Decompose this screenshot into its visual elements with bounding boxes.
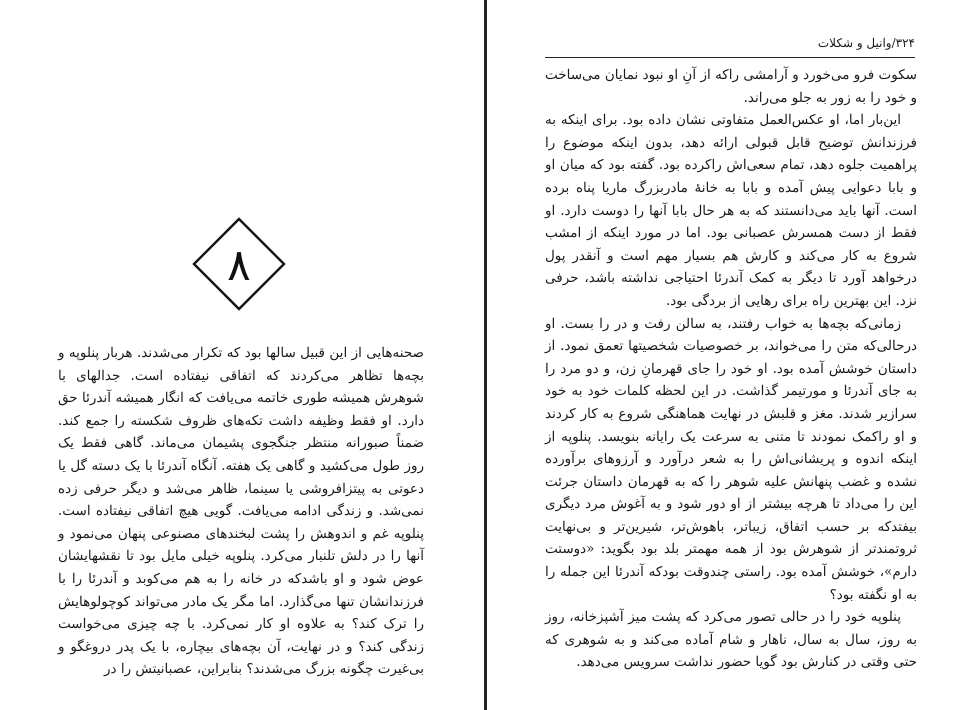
paragraph: پنلوپه خود را در حالی تصور می‌کرد که پشت میز آشپزخانه، روز به روز، سال به سال، ناهار و شام آماده می‌کند و به شوهری که حتی وقتی در کنارش بود گویا حضور نداشت سرویس می‌دهد. — [545, 609, 917, 671]
chapter-number: ۸ — [227, 240, 251, 291]
running-head: ۳۲۴/وانیل و شکلات — [817, 36, 915, 50]
left-page — [0, 0, 484, 710]
paragraph: زمانی‌که بچه‌ها به خواب رفتند، به سالن رفت و در را بست. او درحالی‌که متن را می‌خواند، بر خصوصیات شخصیتها تعمق نمود. از داستان خوشش آمده بود. او خود را جای قهرمانِ زن، و دو مرد را به جای آندرئا و مورتیمر گذاشت. در این لحظه کلمات خود به خود سرازیر شدند. مغز و قلبش در نهایت هماهنگی شروع به کار کردند و او راکمک نمودند تا متنی به سرعت یک رایانه بنویسد. پنلوپه از اینکه اندوه و پریشانی‌اش را به شعر درآورد و آرزوهای برآورده نشده و غضب پنهانش علیه شوهر را که به قهرمان داستان جرئت این را می‌داد تا هرچه بیشتر از او دور شود و به آغوش مرد دیگری بیفتدکه بر حسب اتفاق، زیباتر، باهوش‌تر، شیرین‌تر و بی‌نهایت ثروتمندتر از شوهرش بود از همه مهمتر بلد بود بگوید: «دوستت دارم»، خوشش آمده بود. راستی چندوقت بودکه آندرئا این جمله را به او نگفته بود؟ — [545, 315, 917, 603]
header-rule — [545, 57, 915, 58]
paragraph: صحنه‌هایی از این قبیل سالها بود که تکرار می‌شدند. هربار پنلوپه و بچه‌ها تظاهر می‌کردند که اتفاقی نیفتاده است. جدالهای با شوهرش همیشه طوری خاتمه می‌یافت که انگار همیشه آندرئا حق دارد. او فقط وظیفه داشت تکه‌های ظروف شکسته را جمع کند. ضمناً صبورانه منتظر جنگجوی پشیمان می‌ماند. گاهی فقط یک روز طول می‌کشید و گاهی یک هفته. آنگاه آندرئا با یک دسته گل یا دعوتی به پیتزافروشی یا سینما، ظاهر می‌شد و دیگر حرفی زده نمی‌شد. و زندگی ادامه می‌یافت. گویی هیچ اتفاقی نیفتاده است. پنلوپه غم و اندوهش را پشت لبخندهای مصنوعی پنهان می‌نمود و آنها را در دلش تلنبار می‌کرد. پنلوپه خیلی مایل بود تا نقشهایشان عوض شود و او باشدکه در خانه را به هم می‌کوبد و آندرئا را با فرزندانشان تنها می‌گذارد. اما مگر یک مادر می‌تواند کوچولوهایش را ترک کند؟ به علاوه او کار نمی‌کرد. با چه چیزی می‌خواست زندگی کند؟ و در نهایت، آن بچه‌های بیچاره، با یک پدر دروغگو و بی‌غیرت چگونه بزرگ می‌شدند؟ بنابراین، عصبانیتش را در — [58, 345, 424, 678]
paragraph: این‌بار اما، او عکس‌العمل متفاوتی نشان داده بود. برای اینکه به فرزندانش توضیح قابل قبولی ارائه دهد، بدون اینکه موضوع را پراهمیت جلوه دهد، تمام سعی‌اش راکرده بود. گفته بود که میان او و بابا دعوایی پیش آمده و بابا به خانهٔ مادربزرگ ماریا پناه برده است. آنها باید می‌دانستند که به هر حال بابا آنها را دوست دارد. او فقط از دست همسرش عصبانی بود. اما در مورد اینکه از امشب شروع به کار می‌کند و کارش هم بسیار مهم است و آنقدر پول درخواهد آورد تا دیگر به کمک آندرئا احتیاجی نداشته باشد، حرفی نزد. این بهترین راه برای رهایی از بردگی بود. — [545, 112, 917, 309]
paragraph: سکوت فرو می‌خورد و آرامشی راکه از آنِ او نبود نمایان می‌ساخت و خود را به زور به جلو می‌راند. — [545, 67, 917, 106]
right-page-body — [545, 64, 917, 674]
chapter-ornament — [191, 216, 287, 312]
left-page-body — [58, 342, 424, 681]
right-page — [487, 0, 977, 710]
